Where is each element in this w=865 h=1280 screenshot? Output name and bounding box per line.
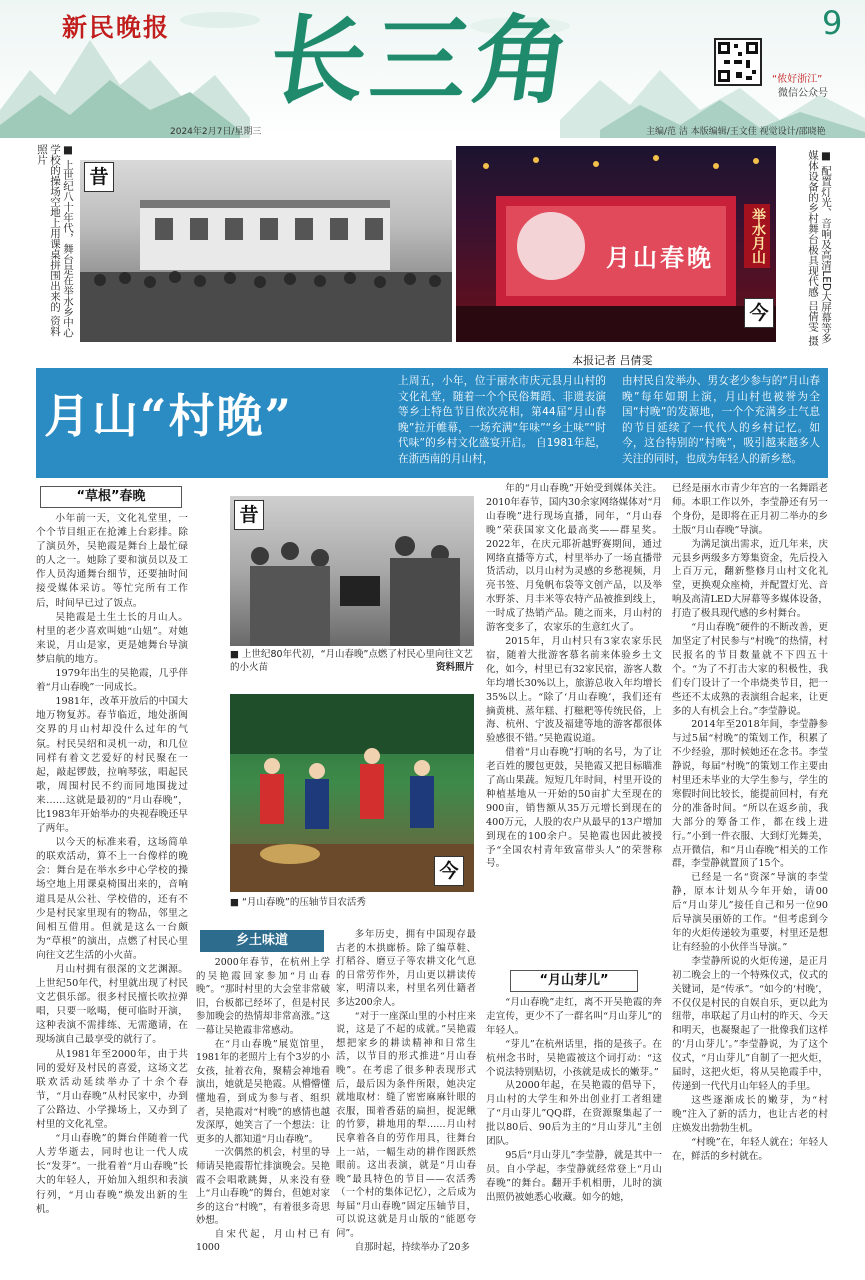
reporter-byline: 本报记者 吕倩雯 xyxy=(572,354,653,367)
newspaper-logo: 新民晚报 xyxy=(62,13,171,42)
modern-stage-photo xyxy=(456,146,776,342)
paragraph: 从2000年起，在吴艳霞的倡导下，月山村的大学生和外出创业打工者组建了“月山芽儿”QQ群，在资源聚集起了一批以80后、90后为主的“月山芽儿”主创团队。 xyxy=(486,1080,662,1148)
top-right-photo-caption: ■ 配置灯光、音响及高清LED大屏幕等多媒体设备的乡村舞台极具现代感 吕倩雯 摄 xyxy=(807,150,832,346)
column-3b-text xyxy=(486,482,662,962)
paragraph: 自宋代起，月山村已有1000 xyxy=(196,1228,330,1254)
paragraph: 为满足演出需求，近几年来，庆元县乡两级多方筹集资金，先后投入上百万元，翻新整修月山村文化礼堂，更换观众座椅，并配置灯光、音响及高清LED大屏幕等多媒体设备，打造了极具现代感的乡村舞台。 xyxy=(672,538,828,620)
paragraph: 2014年至2018年间，李莹静参与过5届“村晚”的策划工作，积累了不少经验，那时候她还在念书。李莹静说，每届“村晚”的策划工作主要由村里还未毕业的大学生参与，学生的寒假时间比较长，能提前回村，有充分的准备时间。“所以在返乡前，我大部分的筹备工作，都在线上进行。”小到一件衣服、大到灯光舞美，点开微信，和“月山春晚”相关的工作群，李莹静就置顶了15个。 xyxy=(672,719,828,870)
paragraph: “月山春晚”的舞台伴随着一代人芳华逝去，同时也让一代人成长“发芽”。一批看着“月山春晚”长大的年轻人，开始加入组织和表演行列，“月山春晚”焕发出新的生机。 xyxy=(36,1133,188,1215)
paragraph: “月山春晚”硬件的不断改善，更加坚定了村民参与“村晚”的热情，村民报名的节目数量就不下四五十个。“为了不打击大家的积极性，我们专门设计了一个串烧类节目，把一些还不太成熟的表演组合起来，让更多的人有机会上台。”李莹静说。 xyxy=(672,622,828,717)
lead-paragraph-right: 由村民自发举办、男女老少参与的“月山春晚”每年如期上演，月山村也被誉为全国“村晚”的发源地，一个个充满乡土气息的节目延续了一代代人的乡村记忆。如今，这台特别的“村晚”，吸引越来越多人关注的同时，也成为年轻人的新乡愁。 xyxy=(622,375,820,465)
article-title: 月山“村晚” xyxy=(44,389,293,443)
old-tag: 昔 xyxy=(84,162,114,192)
paragraph: 已经是一名“资深”导演的李莹静，原本计划从今年开始，请00后“月山芽儿”接任自己和另一位90后导演吴丽娇的工作。“但考虑到今年的火炬传递较为重要，村里还是想让有经验的小伙伴当导演。” xyxy=(672,872,828,953)
stage-banner-text: 月山春晚 xyxy=(606,243,714,272)
paragraph: 吴艳霞是土生土长的月山人。村里的老少喜欢叫她“山妞”。对她来说，月山是家，更是她舞台导演梦启航的地方。 xyxy=(36,611,188,665)
qr-code-icon[interactable] xyxy=(714,38,762,86)
new-tag: 今 xyxy=(744,298,774,328)
section-head-grassroots: “草根”春晚 xyxy=(40,486,182,508)
paragraph: “村晚”在，年轻人就在；年轻人在，鲜活的乡村就在。 xyxy=(672,1136,828,1162)
section-head-local-flavor: 乡土味道 xyxy=(200,930,324,952)
qr-sub-label: 微信公众号 xyxy=(778,88,828,99)
column-3a-text xyxy=(336,928,476,1274)
paragraph: 1981年，改革开放后的中国大地万物复苏。春节临近，地处浙闽交界的月山村却没什么过年的气氛。村民吴绍和灵机一动，和几位同样有着文艺爱好的村民聚在一起，敲起锣鼓，拉响琴弦，唱起民歌，周围村民不约而同地围拢过来……这就是最初的“月山春晚”，比1983年开始举办的央视春晚还早了两年。 xyxy=(36,696,188,835)
old-performance-photo xyxy=(230,496,474,646)
paragraph: 已经是丽水市青少年宫的一名舞蹈老师。本职工作以外，李莹静还有另一个身份，是即将在正月初二举办的乡土版“月山春晚”导演。 xyxy=(672,483,828,536)
issue-date: 2024年2月7日/星期三 xyxy=(170,127,262,137)
paragraph: 2000年春节，在杭州上学的吴艳霞回家参加“月山春晚”。“那时村里的大会堂非常破旧，台板都已经坏了，但是村民参加晚会的热情却非常高涨。”这一幕让吴艳霞非常感动。 xyxy=(196,957,330,1036)
paragraph: 小年前一天，文化礼堂里，一个个节目组正在抢滩上台彩排。除了演员外，吴艳霞是舞台上最忙碌的人之一。她除了要和演员以及工作人员沟通舞台细节，还要抽时间接受媒体采访。等忙完所有工作后，时间早已过了饭点。 xyxy=(36,513,188,609)
lead-paragraph-left: 上周五，小年，位于丽水市庆元县月山村的文化礼堂，随着一个个民俗舞蹈、非遗表演等乡土特色节目依次亮相，第44届“月山春晚”拉开帷幕，一场充满“年味”“乡土味”“时代味”的乡村文化盛宴开启。 自1981年起，在浙西南的月山村， xyxy=(398,375,606,465)
page-title: 长三角 xyxy=(262,4,585,117)
paragraph: 借着“月山春晚”打响的名号，为了让老百姓的腰包更鼓，吴艳霞又把目标瞄准了高山果蔬。短短几年时间，村里开设的种植基地从一开始的50亩扩大至现在的900亩，销售额从35万元增长到现在的400万元，人股的农户从最早的13户增加到现在的100余户。吴艳霞也因此被授予“全国农村青年致富带头人”的荣誉称号。 xyxy=(486,747,662,870)
top-left-photo-caption: ■ 上世纪八十年代，舞台是在举水乡中心学校的操场空地上用课桌拼围出来的 资料照片 xyxy=(36,144,74,338)
paragraph: “芽儿”在杭州话里，指的是孩子。在杭州念书时，吴艳霞被这个词打动：“这个说法特别贴切，小孩就是成长的嫩芽。” xyxy=(486,1038,662,1078)
paragraph: 李莹静所说的火炬传递，是正月初二晚会上的一个特殊仪式，仪式的关键词，是“传承”。“如今的‘村晚’，不仅仅是村民的自娱自乐，更以此为纽带，串联起了月山村的昨天、今天和明天，也凝聚起了一批像我们这样的‘月山芽儿’。”李莹静说，为了这个仪式，“月山芽儿”自制了一把火炬，届时，这把火炬，将从吴艳霞手中，传递到一代代月山年轻人的手里。 xyxy=(672,955,828,1092)
paragraph: 95后“月山芽儿”李莹静，就是其中一员。自小学起，李莹静就经常登上“月山春晚”的舞台。翻开手机相册，儿时的演出照仍被她悉心收藏。如今的她， xyxy=(486,1149,662,1203)
caption-text: ■ 上世纪80年代初，“月山春晚”点燃了村民心里向往文艺的小火苗 xyxy=(230,649,473,673)
paragraph: 从1981年至2000年，由于共同的爱好及村民的喜爱，这场文艺联欢活动延续举办了十余个春节，“月山春晚”从村民家中，办到了公路边、小学操场上，又办到了村里的文化礼堂。 xyxy=(36,1048,188,1131)
paragraph: 以今天的标准来看，这场简单的联欢活动，算不上一台像样的晚会：舞台是在举水乡中心学校的操场空地上用课桌椅围出来的，音响道具是从公社、学校借的，还有不少是村民家里现有的物品，邻里之间相互借用。但就是这么一台颇为“草根”的演出，点燃了村民心里向往文艺生活的小火苗。 xyxy=(36,837,188,961)
stage-side-banner: 举水月山 xyxy=(744,204,770,268)
section-head-moon-sprouts: “月山芽儿” xyxy=(510,970,638,992)
column-3c-text xyxy=(486,996,662,1274)
masthead xyxy=(0,0,865,138)
qr-brand-label: “侬好浙江” xyxy=(772,74,823,85)
paragraph: 自那时起，持续举办了20多 xyxy=(354,1241,470,1253)
editor-credits: 主编/范 洁 本版编辑/王文佳 视觉设计/邵晓艳 xyxy=(646,127,826,137)
paragraph: “对于一座深山里的小村庄来说，这是了不起的成就。”吴艳霞想把家乡的耕读精神和日常生活，以节目的形式推进“月山春晚”。在考虑了很多种表现形式后，最后因为条件所限，她决定就地取材：缝了密密麻麻针眼的衣服，围着香菇的扁担，捉泥鳅的竹箩，耕地用的犁……月山村民拿着各自的劳作用具，往舞台上一站，一幅生动的耕作图跃然眼前。这出表演，就是“月山春晚”最具特色的节目——农活秀（一个村的集体记忆），之后成为每届“月山春晚”固定压轴节目，可以说这就是月山版的“能愿夸问”。 xyxy=(336,1010,476,1240)
column-1-text xyxy=(36,512,188,1274)
photo-source: 资料照片 xyxy=(435,662,474,673)
paragraph: 年的“月山春晚”开始受到媒体关注。2010年春节，国内30余家网络媒体对“月山春晚”进行现场直播，同年，“月山春晚”荣获国家文化最高奖——群星奖。2022年，在庆元耶祈越野赛期间，通过网络直播等方式，村里举办了一场直播带货活动，以月山村为灵感的乡愁视频，月亮书签、月兔帆布袋等文创产品，以及举水野茶、月丰米等农特产品被推到线上，一时成了热销产品。随之而来，月山村的游客变多了，农家乐的生意红火了。 xyxy=(486,483,662,634)
paragraph: 1979年出生的吴艳霞，几乎伴着“月山春晚”一同成长。 xyxy=(36,668,188,694)
paragraph: “月山春晚”走红，离不开吴艳霞的奔走宣传，更少不了一群名叫“月山芽儿”的年轻人。 xyxy=(486,997,662,1036)
paragraph: 多年历史，拥有中国现存最古老的木拱廊桥。除了编草鞋、打稻谷、磨豆子等农耕文化气息的日常劳作外，月山更以耕读传家，明清以来，村里名列仕籍者多达200余人。 xyxy=(336,929,476,1008)
paragraph: 这些逐渐成长的嫩芽，为“村晚”注入了新的活力，也让古老的村庄焕发出勃勃生机。 xyxy=(672,1094,828,1134)
mid-new-photo-caption: ■ “月山春晚”的压轴节目农活秀 xyxy=(230,897,366,908)
old-school-stage-photo xyxy=(80,160,452,342)
column-4-text xyxy=(672,482,828,1274)
paragraph: 2015年，月山村只有3家农家乐民宿，随着大批游客慕名前来体验乡土文化，如今，村里已有32家民宿，游客人数年均增长30%以上，旅游总收入年均增长35%以上。“除了‘月山春晚’，我们还有摘黄桃、蒸年糕、打糍粑等传统民俗，上海、杭州、宁波及福建等地的游客都很体验感很不错。”吴艳霞说道。 xyxy=(486,635,662,745)
paragraph: 一次偶然的机会，村里的导师请吴艳霞帮忙排演晚会。吴艳霞不会唱歌跳舞，从来没有登上“月山春晚”的舞台，但她对家乡的这台“村晚”，有着很多奇思妙想。 xyxy=(196,1147,330,1227)
old-tag-mid: 昔 xyxy=(234,500,264,530)
paragraph: 在“月山春晚”展览馆里，1981年的老照片上有个3岁的小女孩，扯着衣角，聚精会神地看演出，她就是吴艳霞。从懵懵懂懂地看，到成为参与者、组织者，吴艳霞对“村晚”的感情也越发深厚，她笑言了一个想法：让更多的人都知道“月山春晚”。 xyxy=(196,1038,330,1145)
page-number: 9 xyxy=(822,4,843,42)
column-2-text xyxy=(196,956,330,1274)
new-tag-mid: 今 xyxy=(434,856,464,886)
paragraph: 月山村拥有很深的文艺渊源。上世纪50年代，村里就出现了村民文艺俱乐部。很多村民擅长吹拉弹唱，只要一吆喝，便可临时开演，这种表演不需排练、无需邀请，在现场演自己最享受的就行了。 xyxy=(36,964,188,1046)
mid-old-photo-caption xyxy=(230,648,474,674)
